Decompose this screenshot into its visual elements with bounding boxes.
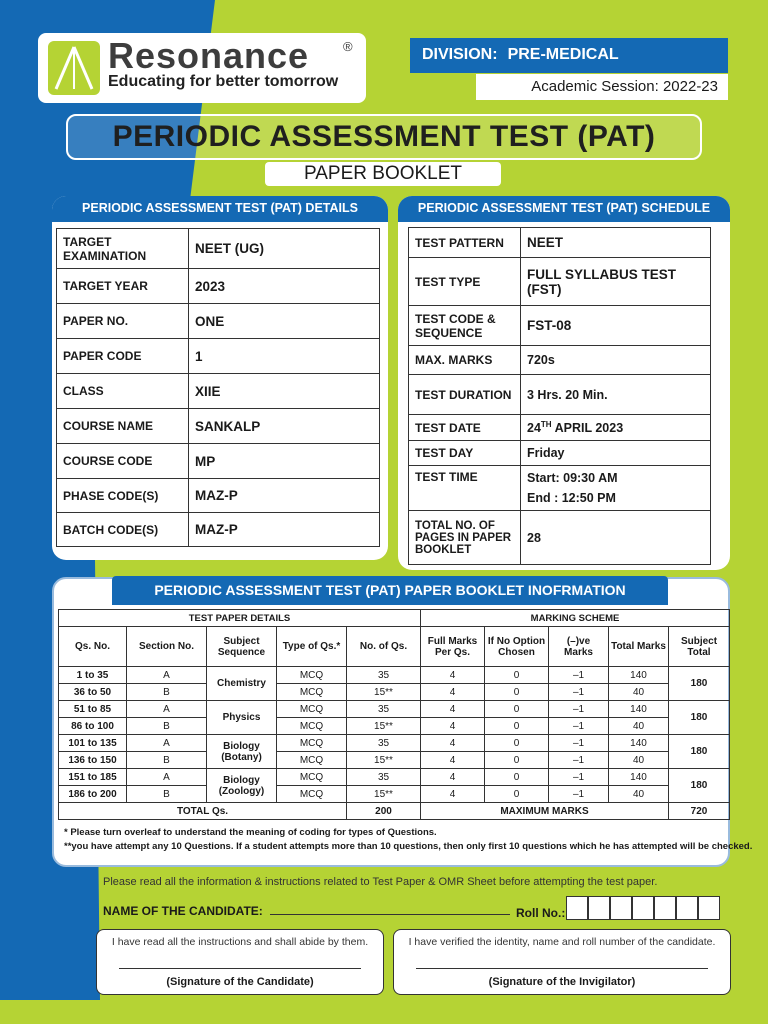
page-subtitle: PAPER BOOKLET — [265, 162, 501, 186]
schedule-value — [521, 415, 711, 441]
qs-range: 51 to 85 — [59, 701, 127, 718]
full-marks-cell: 4 — [421, 735, 485, 752]
invigilator-signature-label: (Signature of the Invigilator) — [488, 976, 636, 988]
candidate-name-label: NAME OF THE CANDIDATE: — [103, 904, 263, 918]
no-option-cell: 0 — [485, 786, 549, 803]
col-header: If No Option Chosen — [485, 627, 549, 667]
col-header: No. of Qs. — [347, 627, 421, 667]
negative-cell: –1 — [549, 701, 609, 718]
signature-line — [416, 968, 708, 969]
roll-digit-box[interactable] — [566, 896, 588, 920]
full-marks-cell: 4 — [421, 667, 485, 684]
type-cell: MCQ — [277, 684, 347, 701]
schedule-key: TEST TIME — [409, 466, 521, 511]
roll-digit-box[interactable] — [676, 896, 698, 920]
detail-key: BATCH CODE(S) — [57, 513, 189, 547]
qs-range: 101 to 135 — [59, 735, 127, 752]
full-marks-cell: 4 — [421, 684, 485, 701]
subject-cell: Biology (Zoology) — [207, 769, 277, 803]
full-marks-cell: 4 — [421, 786, 485, 803]
details-heading: PERIODIC ASSESSMENT TEST (PAT) DETAILS — [52, 196, 388, 222]
roll-digit-box[interactable] — [610, 896, 632, 920]
section-cell: A — [127, 735, 207, 752]
type-cell: MCQ — [277, 752, 347, 769]
section-cell: B — [127, 786, 207, 803]
count-cell: 15** — [347, 752, 421, 769]
subject-cell: Biology (Botany) — [207, 735, 277, 769]
total-marks-cell: 40 — [609, 718, 669, 735]
schedule-value: Friday — [521, 441, 711, 466]
full-marks-cell: 4 — [421, 718, 485, 735]
section-cell: A — [127, 769, 207, 786]
qs-range: 136 to 150 — [59, 752, 127, 769]
total-marks-cell: 140 — [609, 735, 669, 752]
table-row — [59, 735, 730, 752]
roll-digit-box[interactable] — [698, 896, 720, 920]
col-header: Subject Total — [669, 627, 730, 667]
brand-registered-mark: ® — [343, 39, 353, 54]
qs-range: 1 to 35 — [59, 667, 127, 684]
detail-value: SANKALP — [189, 409, 380, 444]
schedule-heading: PERIODIC ASSESSMENT TEST (PAT) SCHEDULE — [398, 196, 730, 222]
roll-digit-box[interactable] — [588, 896, 610, 920]
qs-range: 151 to 185 — [59, 769, 127, 786]
total-marks-cell: 40 — [609, 752, 669, 769]
max-marks-label: MAXIMUM MARKS — [421, 803, 669, 820]
academic-session: Academic Session: 2022-23 — [476, 74, 728, 100]
full-marks-cell: 4 — [421, 752, 485, 769]
count-cell: 35 — [347, 769, 421, 786]
detail-key: PAPER CODE — [57, 339, 189, 374]
detail-value: 2023 — [189, 269, 380, 304]
bottom-band — [0, 1000, 768, 1024]
schedule-value: NEET — [521, 228, 711, 258]
group-header-test-paper: TEST PAPER DETAILS — [59, 610, 421, 627]
no-option-cell: 0 — [485, 667, 549, 684]
schedule-table — [408, 227, 711, 565]
detail-value: 1 — [189, 339, 380, 374]
count-cell: 15** — [347, 684, 421, 701]
detail-key: CLASS — [57, 374, 189, 409]
col-header: Full Marks Per Qs. — [421, 627, 485, 667]
count-cell: 15** — [347, 786, 421, 803]
count-cell: 35 — [347, 735, 421, 752]
logo-mark-icon — [48, 41, 100, 95]
schedule-key: TEST TYPE — [409, 258, 521, 306]
instruction-line: Please read all the information & instructions related to Test Paper & OMR Sheet before attempting the test paper. — [103, 876, 658, 888]
total-marks-cell: 140 — [609, 769, 669, 786]
detail-value: NEET (UG) — [189, 229, 380, 269]
subject-total-cell: 180 — [669, 701, 730, 735]
detail-value: MAZ-P — [189, 479, 380, 513]
candidate-signature-label: (Signature of the Candidate) — [166, 976, 314, 988]
schedule-key: TOTAL NO. OF PAGES IN PAPER BOOKLET — [409, 511, 521, 565]
schedule-key: TEST DURATION — [409, 375, 521, 415]
subject-cell: Physics — [207, 701, 277, 735]
division-value: PRE-MEDICAL — [507, 46, 619, 63]
section-cell: B — [127, 752, 207, 769]
schedule-value — [521, 466, 711, 511]
roll-digit-box[interactable] — [654, 896, 676, 920]
max-marks-value: 720 — [669, 803, 730, 820]
brand-tagline: Educating for better tomorrow — [108, 73, 339, 90]
type-cell: MCQ — [277, 769, 347, 786]
section-cell: A — [127, 701, 207, 718]
detail-value: MP — [189, 444, 380, 479]
table-row — [59, 701, 730, 718]
col-header: Total Marks — [609, 627, 669, 667]
signature-line — [119, 968, 361, 969]
no-option-cell: 0 — [485, 684, 549, 701]
col-header: Section No. — [127, 627, 207, 667]
table-row — [59, 752, 730, 769]
table-row — [59, 786, 730, 803]
group-header-marking: MARKING SCHEME — [421, 610, 730, 627]
no-option-cell: 0 — [485, 769, 549, 786]
roll-no-label: Roll No.: — [516, 906, 566, 920]
col-header: Subject Sequence — [207, 627, 277, 667]
table-row — [59, 667, 730, 684]
invigilator-signature-box[interactable] — [393, 929, 731, 995]
detail-key: PHASE CODE(S) — [57, 479, 189, 513]
logo — [38, 33, 366, 103]
count-cell: 35 — [347, 701, 421, 718]
division-banner — [410, 38, 728, 73]
subject-cell: Chemistry — [207, 667, 277, 701]
no-option-cell: 0 — [485, 718, 549, 735]
subject-total-cell: 180 — [669, 769, 730, 803]
detail-key: PAPER NO. — [57, 304, 189, 339]
full-marks-cell: 4 — [421, 769, 485, 786]
schedule-key: TEST CODE & SEQUENCE — [409, 306, 521, 346]
subject-total-cell: 180 — [669, 735, 730, 769]
totals-row — [59, 803, 730, 820]
qs-range: 36 to 50 — [59, 684, 127, 701]
negative-cell: –1 — [549, 786, 609, 803]
count-cell: 35 — [347, 667, 421, 684]
negative-cell: –1 — [549, 667, 609, 684]
qs-range: 186 to 200 — [59, 786, 127, 803]
detail-key: TARGET YEAR — [57, 269, 189, 304]
col-header: Type of Qs.* — [277, 627, 347, 667]
subject-total-cell: 180 — [669, 667, 730, 701]
schedule-value: 3 Hrs. 20 Min. — [521, 375, 711, 415]
section-cell: B — [127, 718, 207, 735]
no-option-cell: 0 — [485, 752, 549, 769]
date-day: 24 — [527, 421, 541, 436]
total-marks-cell: 140 — [609, 701, 669, 718]
candidate-name-field[interactable] — [270, 914, 510, 915]
total-qs-value: 200 — [347, 803, 421, 820]
notes — [64, 826, 752, 854]
negative-cell: –1 — [549, 735, 609, 752]
invigilator-declaration: I have verified the identity, name and roll number of the candidate. — [408, 936, 716, 948]
detail-key: COURSE CODE — [57, 444, 189, 479]
total-marks-cell: 140 — [609, 667, 669, 684]
brand-name: Resonance — [108, 35, 310, 76]
negative-cell: –1 — [549, 769, 609, 786]
qs-range: 86 to 100 — [59, 718, 127, 735]
col-header: Qs. No. — [59, 627, 127, 667]
table-row — [59, 684, 730, 701]
schedule-value: 28 — [521, 511, 711, 565]
detail-value: ONE — [189, 304, 380, 339]
marking-table — [58, 609, 730, 820]
count-cell: 15** — [347, 718, 421, 735]
detail-key: TARGET EXAMINATION — [57, 229, 189, 269]
schedule-key: TEST DATE — [409, 415, 521, 441]
detail-value: MAZ-P — [189, 513, 380, 547]
date-suffix: TH — [540, 419, 552, 429]
type-cell: MCQ — [277, 735, 347, 752]
schedule-key: TEST PATTERN — [409, 228, 521, 258]
note-question-types: * Please turn overleaf to understand the meaning of coding for types of Questions. — [64, 827, 437, 838]
type-cell: MCQ — [277, 718, 347, 735]
detail-value: XIIE — [189, 374, 380, 409]
table-row — [59, 769, 730, 786]
section-cell: A — [127, 667, 207, 684]
test-start-time: Start: 09:30 AM — [527, 471, 618, 485]
table-row — [59, 718, 730, 735]
candidate-declaration: I have read all the instructions and shall abide by them. — [111, 936, 369, 948]
schedule-value: FST-08 — [521, 306, 711, 346]
schedule-key: TEST DAY — [409, 441, 521, 466]
section-cell: B — [127, 684, 207, 701]
division-label: DIVISION: — [422, 46, 498, 63]
schedule-key: MAX. MARKS — [409, 346, 521, 375]
roll-digit-box[interactable] — [632, 896, 654, 920]
negative-cell: –1 — [549, 752, 609, 769]
page-title: PERIODIC ASSESSMENT TEST (PAT) — [66, 114, 702, 160]
col-header: (–)ve Marks — [549, 627, 609, 667]
negative-cell: –1 — [549, 718, 609, 735]
details-table — [56, 228, 380, 547]
schedule-value: 720s — [521, 346, 711, 375]
full-marks-cell: 4 — [421, 701, 485, 718]
total-qs-label: TOTAL Qs. — [59, 803, 347, 820]
candidate-signature-box[interactable] — [96, 929, 384, 995]
type-cell: MCQ — [277, 701, 347, 718]
type-cell: MCQ — [277, 667, 347, 684]
total-marks-cell: 40 — [609, 786, 669, 803]
schedule-value: FULL SYLLABUS TEST (FST) — [521, 258, 711, 306]
negative-cell: –1 — [549, 684, 609, 701]
note-attempt-rule: **you have attempt any 10 Questions. If a student attempts more than 10 questions, then only first 10 questions which he has attempted will be checked. — [64, 841, 753, 852]
test-end-time: End : 12:50 PM — [527, 491, 616, 505]
detail-key: COURSE NAME — [57, 409, 189, 444]
no-option-cell: 0 — [485, 701, 549, 718]
no-option-cell: 0 — [485, 735, 549, 752]
booklet-info-heading: PERIODIC ASSESSMENT TEST (PAT) PAPER BOOKLET INOFRMATION — [112, 576, 668, 605]
date-rest: APRIL 2023 — [551, 421, 624, 436]
type-cell: MCQ — [277, 786, 347, 803]
total-marks-cell: 40 — [609, 684, 669, 701]
